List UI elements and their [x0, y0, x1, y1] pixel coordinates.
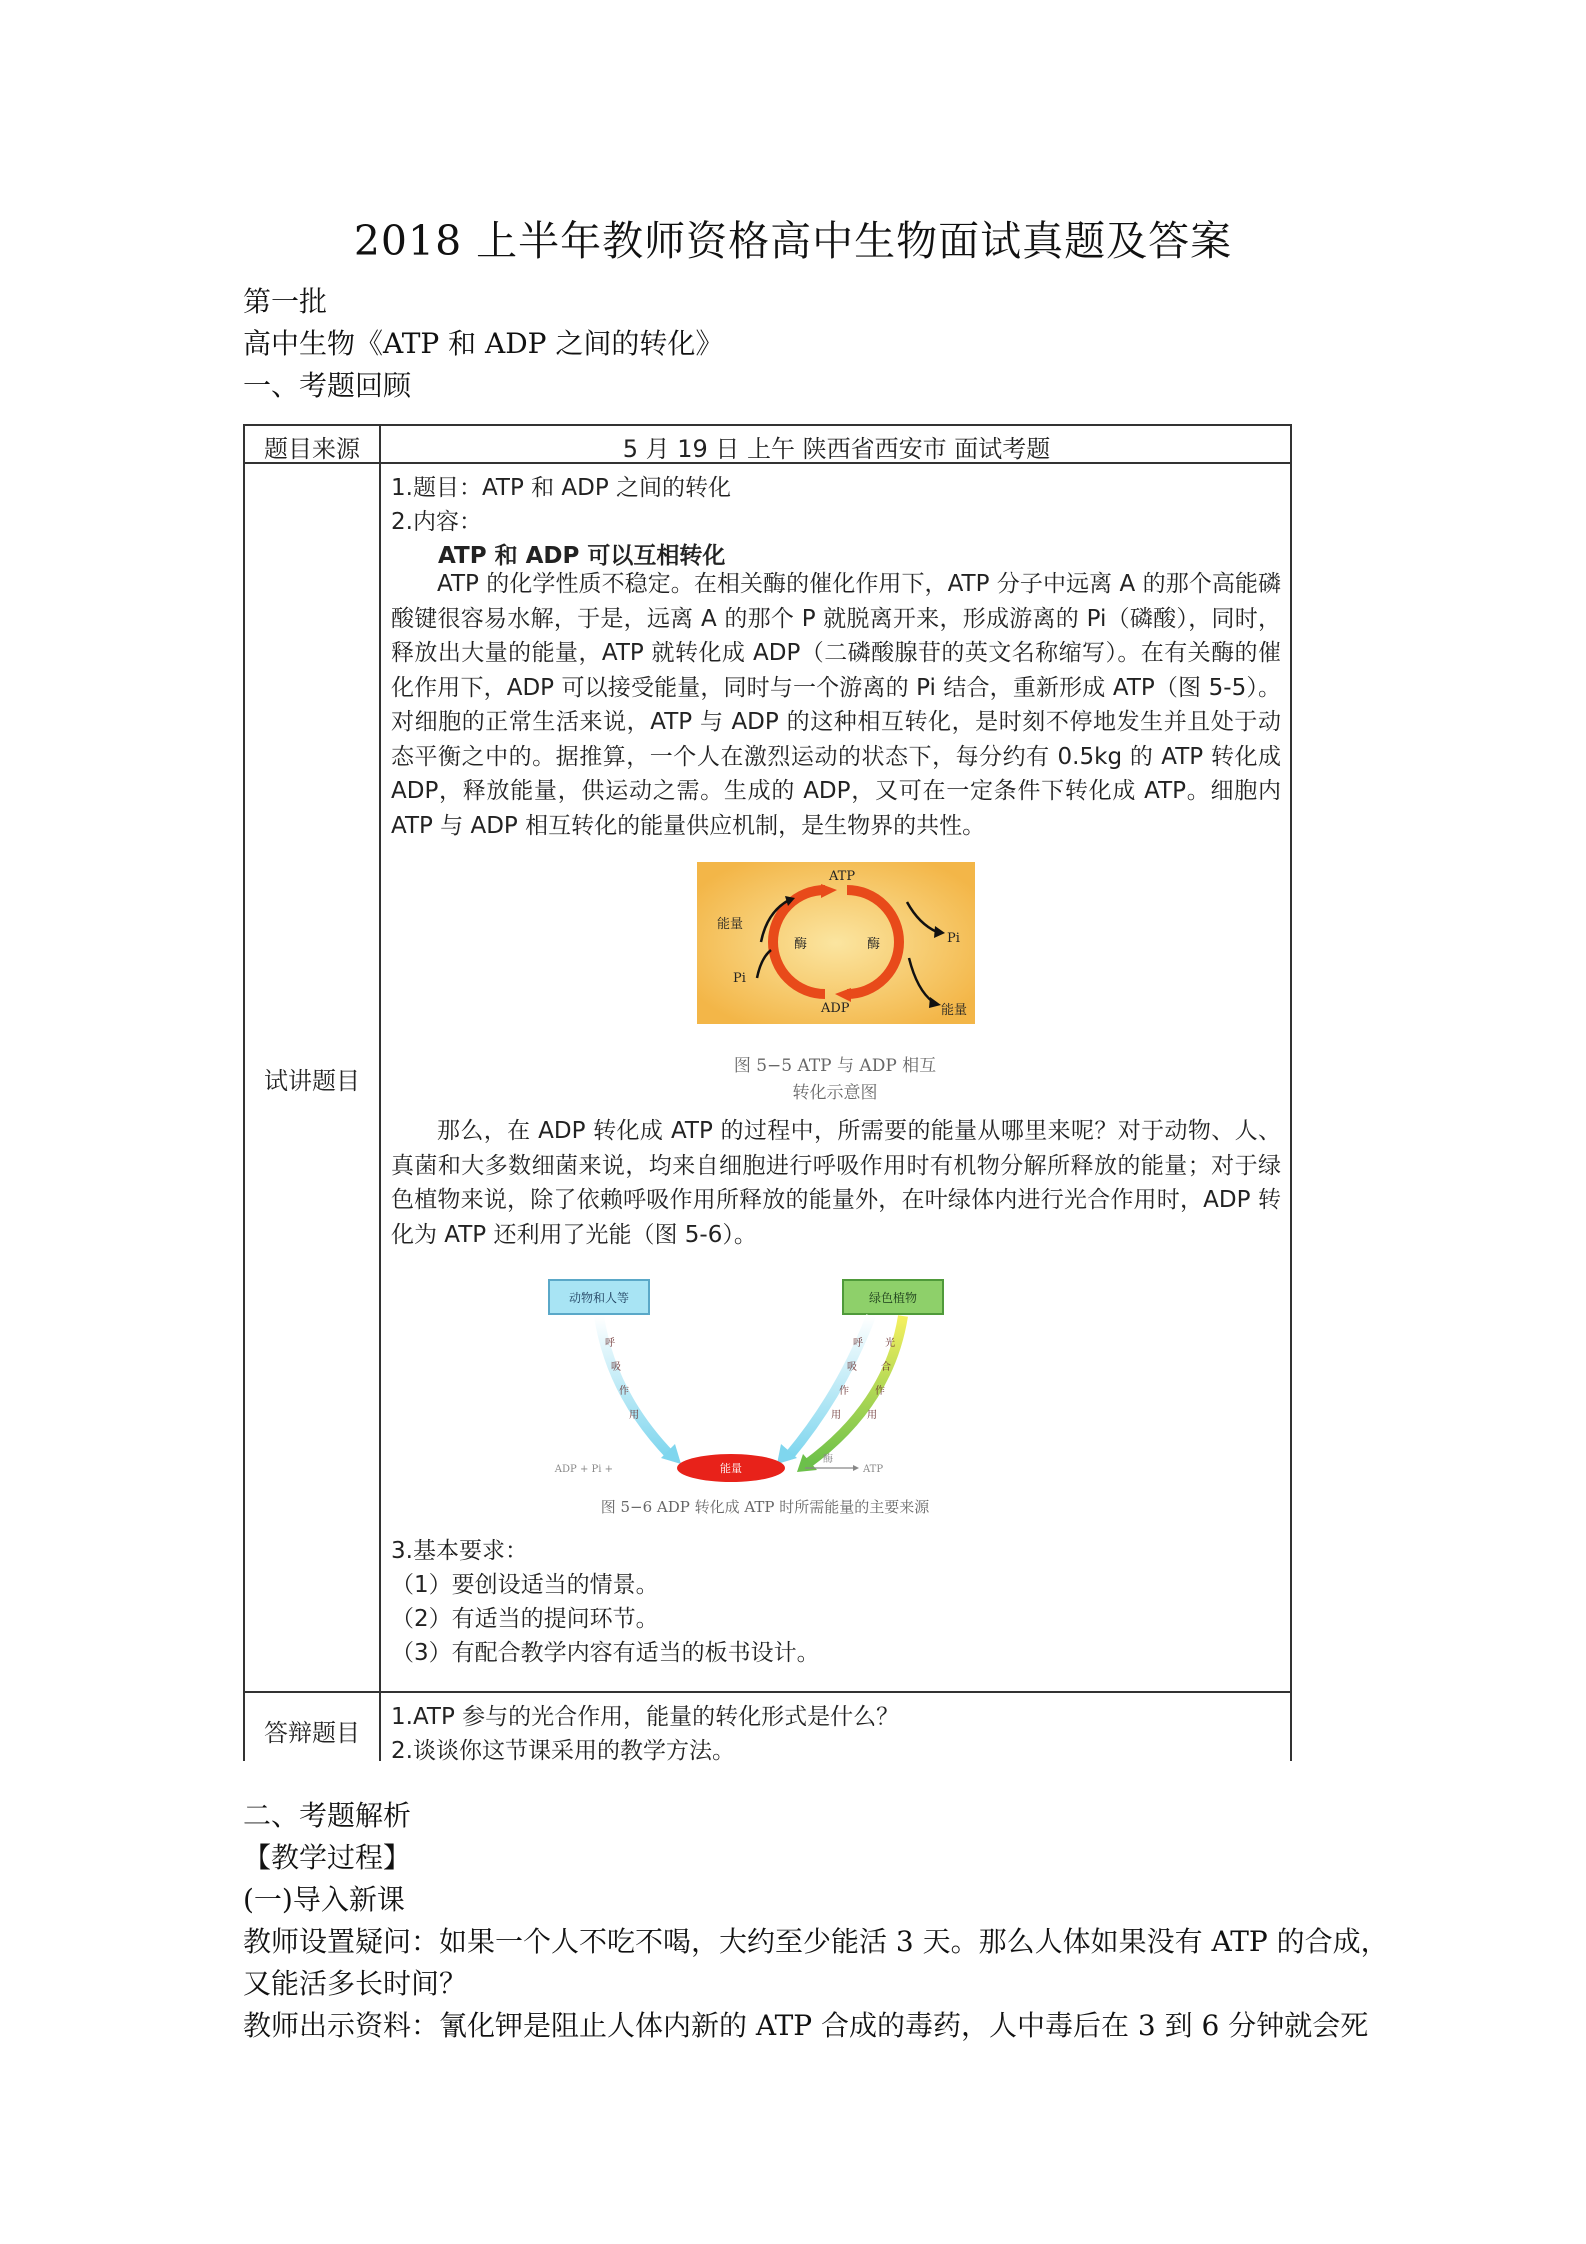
resp-left-char-1: 呼: [605, 1338, 615, 1349]
cycle-enzyme-left: 酶: [794, 937, 808, 952]
cycle-energy-right: 能量: [941, 1003, 968, 1018]
requirement-1: （1）要创设适当的情景。: [391, 1572, 659, 1598]
resp-left-char-3: 作: [619, 1386, 629, 1397]
cycle-atp-label: ATP: [829, 869, 856, 884]
plants-box-label: 绿色植物: [868, 1291, 918, 1305]
respiration-arrow-right: [789, 1316, 871, 1456]
animals-box-label: 动物和人等: [568, 1291, 630, 1305]
resp-right-char-4: 用: [831, 1410, 841, 1421]
defense-label: 答辩题目: [264, 1719, 360, 1747]
table-divider-vertical: [379, 426, 381, 1761]
table-divider-row2: [245, 1691, 1290, 1693]
reaction-arrowhead: [853, 1465, 859, 1471]
document-title: 2018 上半年教师资格高中生物面试真题及答案: [353, 217, 1233, 265]
resp-left-char-2: 吸: [611, 1362, 621, 1373]
atp-adp-cycle-figure: [697, 862, 975, 1024]
cycle-adp-label: ADP: [821, 1001, 850, 1016]
intro-text-line-3: 教师出示资料：氰化钾是阻止人体内新的 ATP 合成的毒药，人中毒后在 3 到 6 分钟就会死: [243, 2009, 1369, 2042]
content-paragraph-1: ATP 的化学性质不稳定。在相关酶的催化作用下，ATP 分子中远离 A 的那个高能磷酸键很容易水解，于是，远离 A 的那个 P 就脱离开来，形成游离的 Pi（磷酸），同时，释放出大量的能量，ATP 就转化成 ADP（二磷酸腺苷的英文名称缩写）。在有关酶的催化作用下，ADP 可以接受能量，同时与一个游离的 Pi 结合，重新形成 ATP（图 5-5）。对细胞的正常生活来说，ATP 与 ADP 的这种相互转化，是时刻不停地发生并且处于动态平衡之中的。据推算，一个人在激烈运动的状态下，每分约有 0.5kg 的 ATP 转化成 ADP，释放能量，供运动之需。生成的 ADP，又可在一定条件下转化成 ATP。细胞内 ATP 与 ADP 相互转化的能量供应机制，是生物界的共性。: [391, 571, 1281, 839]
resp-right-char-3: 作: [839, 1386, 849, 1397]
cycle-enzyme-right: 酶: [867, 937, 881, 952]
figure-5-5-caption-line1: 图 5−5 ATP 与 ADP 相互: [733, 1056, 937, 1076]
photo-char-2: 合: [881, 1362, 891, 1373]
lecture-topic: 1.题目：ATP 和 ADP 之间的转化: [391, 475, 732, 501]
teaching-process-heading: 【教学过程】: [243, 1841, 412, 1874]
figure-5-5-caption-line2: 转化示意图: [792, 1083, 878, 1103]
photo-char-4: 用: [867, 1410, 877, 1421]
cycle-pi-left: Pi: [733, 971, 746, 986]
resp-right-char-1: 呼: [853, 1338, 863, 1349]
intro-text-line-2: 又能活多长时间？: [243, 1967, 468, 2000]
requirement-2: （2）有适当的提问环节。: [391, 1606, 659, 1632]
source-value: 5 月 19 日 上午 陕西省西安市 面试考题: [622, 435, 1051, 463]
content-heading: ATP 和 ADP 可以互相转化: [438, 543, 726, 569]
cycle-energy-left: 能量: [717, 917, 744, 932]
reaction-enzyme-label: 酶: [823, 1454, 833, 1465]
lecture-label: 试讲题目: [264, 1067, 360, 1095]
cycle-pi-right: Pi: [947, 931, 960, 946]
photo-char-1: 光: [885, 1338, 895, 1349]
requirements-title: 3.基本要求：: [391, 1538, 528, 1564]
section-heading-analysis: 二、考题解析: [243, 1799, 412, 1832]
content-label: 2.内容：: [391, 509, 482, 535]
source-label: 题目来源: [264, 435, 360, 463]
subject-heading: 高中生物《ATP 和 ADP 之间的转化》: [243, 327, 724, 360]
respiration-arrow-left: [599, 1316, 671, 1456]
requirement-3: （3）有配合教学内容有适当的板书设计。: [391, 1640, 820, 1666]
adp-pi-formula: ADP + Pi +: [554, 1464, 613, 1475]
defense-question-2: 2.谈谈你这节课采用的教学方法。: [391, 1738, 735, 1764]
section-heading-review: 一、考题回顾: [243, 369, 412, 402]
content-paragraph-2: 那么，在 ADP 转化成 ATP 的过程中，所需要的能量从哪里来呢？对于动物、人、真菌和大多数细菌来说，均来自细胞进行呼吸作用时有机物分解所释放的能量；对于绿色植物来说，除了依赖呼吸作用所释放的能量外，在叶绿体内进行光合作用时，ADP 转化为 ATP 还利用了光能（图 5-6）。: [391, 1118, 1281, 1248]
resp-right-char-2: 吸: [847, 1362, 857, 1373]
energy-source-figure: [541, 1274, 981, 1484]
exam-table: [243, 424, 1292, 1764]
reaction-atp-label: ATP: [863, 1464, 884, 1475]
resp-left-char-4: 用: [629, 1410, 639, 1421]
defense-question-1: 1.ATP 参与的光合作用，能量的转化形式是什么？: [391, 1704, 900, 1730]
intro-heading: (一)导入新课: [243, 1883, 405, 1916]
batch-label: 第一批: [243, 285, 328, 318]
photo-char-3: 作: [875, 1386, 885, 1397]
figure-5-6-caption: 图 5−6 ADP 转化成 ATP 时所需能量的主要来源: [600, 1498, 930, 1516]
intro-text-line-1: 教师设置疑问：如果一个人不吃不喝，大约至少能活 3 天。那么人体如果没有 ATP 的合成，: [243, 1925, 1389, 1958]
energy-ellipse-label: 能量: [720, 1462, 742, 1475]
